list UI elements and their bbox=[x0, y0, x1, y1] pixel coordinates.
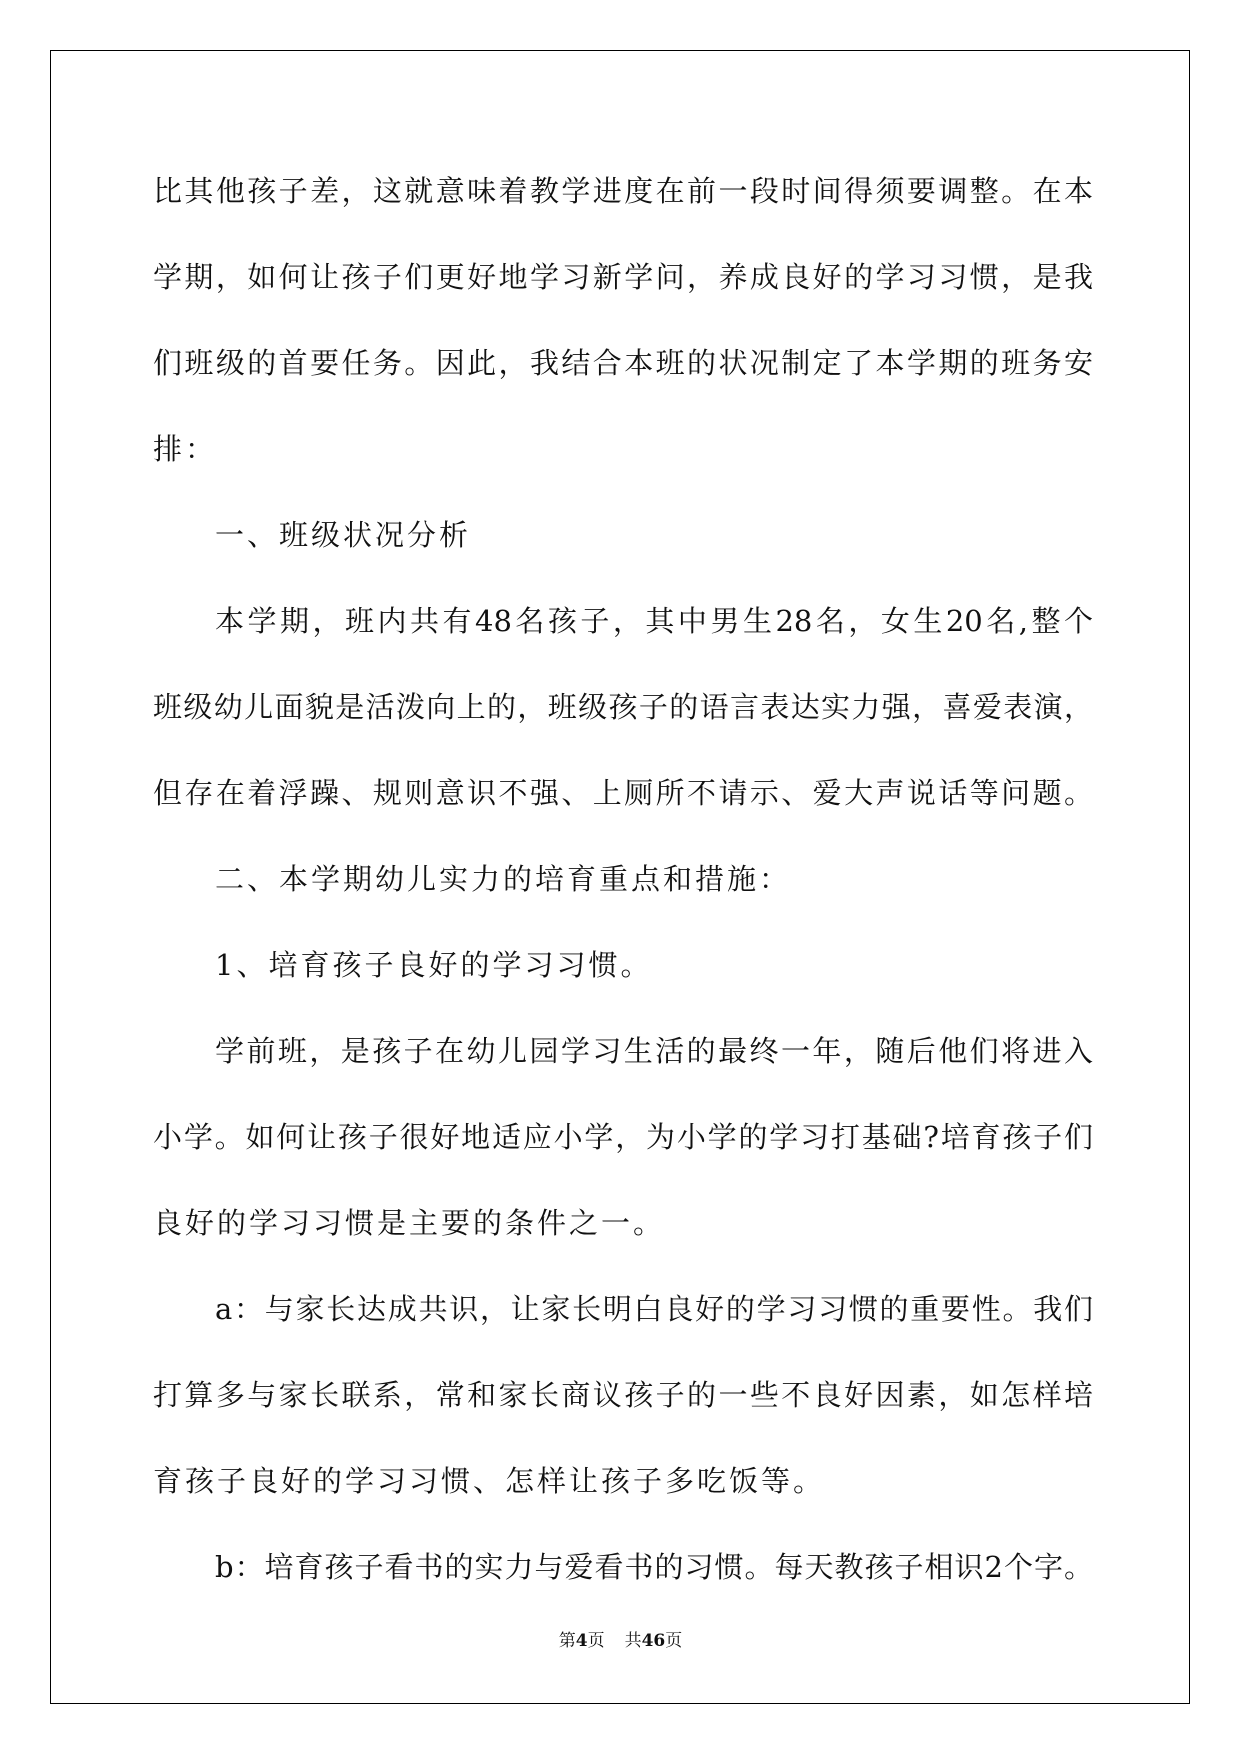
text-line: 排： bbox=[153, 432, 218, 466]
total-suffix: 页 bbox=[665, 1631, 683, 1651]
text-line: 们班级的首要任务。因此，我结合本班的状况制定了本学期的班务安 bbox=[153, 346, 1093, 380]
text-line: 本学期，班内共有48名孩子，其中男生28名，女生20名,整个 bbox=[215, 604, 1093, 638]
text-line: 比其他孩子差，这就意味着教学进度在前一段时间得须要调整。在本 bbox=[153, 174, 1093, 208]
text-line: 学前班，是孩子在幼儿园学习生活的最终一年，随后他们将进入 bbox=[215, 1034, 1093, 1068]
text-line: 育孩子良好的学习习惯、怎样让孩子多吃饭等。 bbox=[153, 1464, 826, 1498]
total-prefix: 共 bbox=[624, 1631, 642, 1651]
text-line: 小学。如何让孩子很好地适应小学，为小学的学习打基础?培育孩子们 bbox=[153, 1120, 1093, 1154]
text-line: 班级幼儿面貌是活泼向上的，班级孩子的语言表达实力强，喜爱表演， bbox=[153, 690, 1093, 724]
section-heading: 一、班级状况分析 bbox=[215, 518, 472, 552]
text-line: b：培育孩子看书的实力与爱看书的习惯。每天教孩子相识2个字。 bbox=[215, 1550, 1093, 1584]
text-line: 学期，如何让孩子们更好地学习新学问，养成良好的学习习惯，是我 bbox=[153, 260, 1093, 294]
document-body bbox=[153, 163, 1093, 1625]
text-line: 但存在着浮躁、规则意识不强、上厕所不请示、爱大声说话等问题。 bbox=[153, 776, 1093, 810]
page-footer bbox=[0, 1626, 1241, 1651]
text-line: 良好的学习习惯是主要的条件之一。 bbox=[153, 1206, 666, 1240]
text-line: a：与家长达成共识，让家长明白良好的学习习惯的重要性。我们 bbox=[215, 1292, 1093, 1326]
text-line: 打算多与家长联系，常和家长商议孩子的一些不良好因素，如怎样培 bbox=[153, 1378, 1093, 1412]
subsection-heading: 1、培育孩子良好的学习习惯。 bbox=[215, 948, 653, 982]
section-heading: 二、本学期幼儿实力的培育重点和措施： bbox=[215, 862, 792, 896]
page-number: 4 bbox=[575, 1631, 588, 1651]
page-prefix: 第 bbox=[558, 1631, 576, 1651]
total-pages: 46 bbox=[641, 1631, 666, 1651]
page-suffix: 页 bbox=[587, 1631, 605, 1651]
